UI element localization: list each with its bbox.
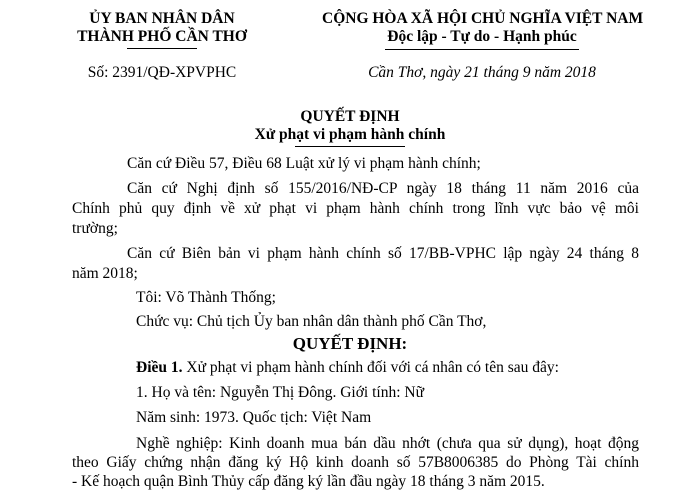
basis-law: Căn cứ Điều 57, Điều 68 Luật xử lý vi phạm hành chính; bbox=[127, 155, 481, 172]
motto-underline bbox=[385, 49, 579, 50]
basis-decree-line1: Căn cứ Nghị định số 155/2016/NĐ-CP ngày 18 tháng 11 năm 2016 của bbox=[127, 180, 639, 197]
article-1-text: Xử phạt vi phạm hành chính đối với cá nhân có tên sau đây: bbox=[182, 359, 559, 376]
official-position: Chức vụ: Chủ tịch Ủy ban nhân dân thành phố Cần Thơ, bbox=[136, 313, 487, 330]
agency-line-2: THÀNH PHỐ CẦN THƠ bbox=[77, 28, 247, 45]
basis-decree-line3: trường; bbox=[72, 220, 118, 237]
basis-report-line2: năm 2018; bbox=[72, 265, 138, 282]
nation-motto: Độc lập - Tự do - Hạnh phúc bbox=[387, 28, 577, 45]
violator-birth: Năm sinh: 1973. Quốc tịch: Việt Nam bbox=[136, 409, 372, 426]
decision-title: QUYẾT ĐỊNH bbox=[300, 108, 400, 125]
document-number: Số: 2391/QĐ-XPVPHC bbox=[87, 64, 237, 81]
violator-job-line2: theo Giấy chứng nhận đăng ký Hộ kinh doanh số 57B8006385 do Phòng Tài chính bbox=[72, 454, 639, 471]
nation-title: CỘNG HÒA XÃ HỘI CHỦ NGHĨA VIỆT NAM bbox=[322, 10, 644, 27]
violator-name: 1. Họ và tên: Nguyễn Thị Đông. Giới tính: Nữ bbox=[136, 384, 424, 401]
agency-underline bbox=[127, 48, 197, 49]
subtitle-underline bbox=[295, 146, 405, 147]
decision-subtitle: Xử phạt vi phạm hành chính bbox=[254, 126, 446, 143]
basis-decree-line2: Chính phủ quy định về xử phạt vi phạm hành chính trong lĩnh vực bảo vệ môi bbox=[72, 200, 639, 217]
violator-job-line3: - Kế hoạch quận Bình Thủy cấp đăng ký lần đầu ngày 18 tháng 3 năm 2015. bbox=[72, 473, 545, 490]
basis-report-line1: Căn cứ Biên bản vi phạm hành chính số 17/BB-VPHC lập ngày 24 tháng 8 bbox=[127, 245, 639, 262]
article-1-label: Điều 1. bbox=[136, 359, 183, 376]
decision-heading: QUYẾT ĐỊNH: bbox=[292, 334, 408, 353]
place-date: Cần Thơ, ngày 21 tháng 9 năm 2018 bbox=[368, 64, 596, 81]
agency-line-1: ỦY BAN NHÂN DÂN bbox=[89, 10, 235, 27]
official-name: Tôi: Võ Thành Thống; bbox=[136, 289, 276, 306]
violator-job-line1: Nghề nghiệp: Kinh doanh mua bán dầu nhớt (chưa qua sử dụng), hoạt động bbox=[136, 435, 639, 452]
article-1 bbox=[136, 358, 559, 377]
